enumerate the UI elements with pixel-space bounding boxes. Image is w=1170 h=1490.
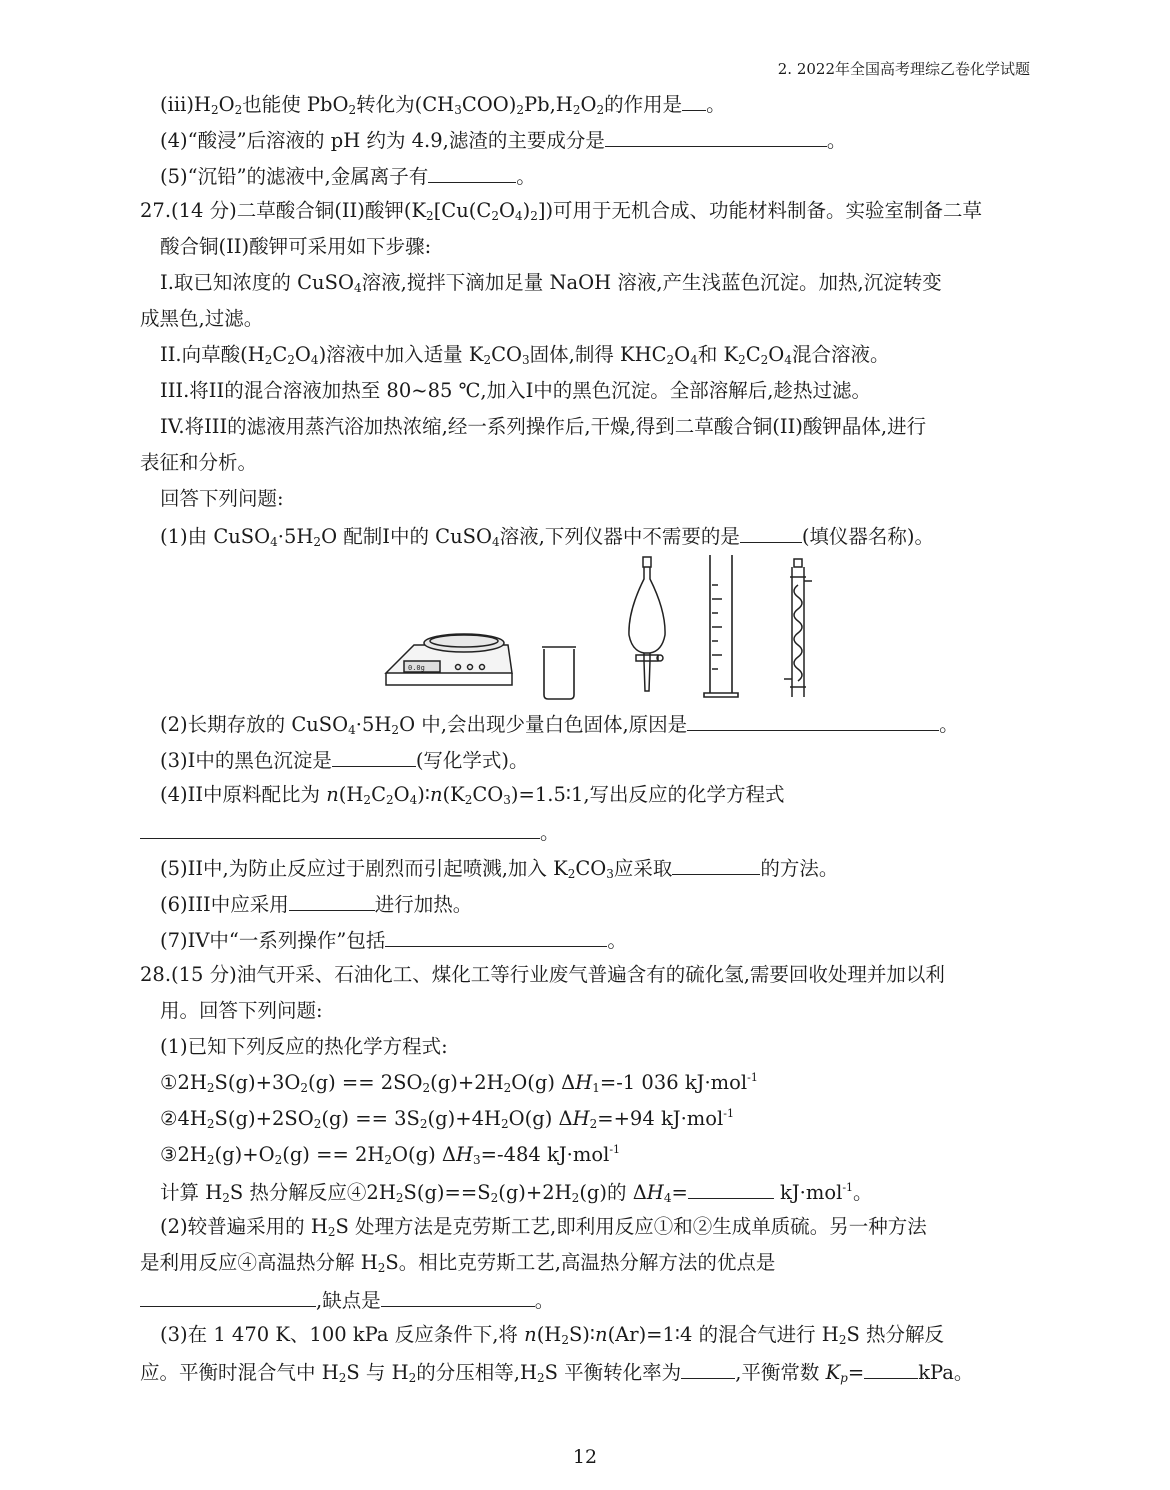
answer-blank[interactable] [332,746,416,767]
q27-step4-line2: 表征和分析。 [140,451,258,474]
answer-blank[interactable] [672,854,760,875]
graduated-cylinder-icon [704,555,738,697]
q28-2-line2: 是利用反应④高温热分解 $H_2S$。相比克劳斯工艺,高温热分解方法的优点是 [140,1251,776,1275]
q28-title: 28.(15 分)油气开采、石油化工、煤化工等行业废气普遍含有的硫化氢,需要回收处理并加以利 [140,963,945,986]
q28-calc: 计算 $H_2S$ 热分解反应$④2H_2S(g)==S_2(g)+2H_2(g)$的 $\Delta H_4= kJ\cdot mol^{-1}$。 [160,1178,873,1206]
q27-title-line2: 酸合铜(II)酸钾可采用如下步骤: [160,235,432,258]
q27-4-answer: 。 [140,818,560,846]
answer-prompt: 回答下列问题: [160,487,284,510]
answer-blank[interactable] [605,126,827,147]
answer-blank[interactable] [688,1178,774,1199]
q27-2: (2)长期存放的 $CuSO_4\cdot 5H_2O$ 中,会出现少量白色固体,原因是 。 [160,710,959,738]
q27-step3: III.将II的混合溶液加热至 80~85 ℃,加入I中的黑色沉淀。全部溶解后,趁热过滤。 [160,379,871,402]
q27-step1-line2: 成黑色,过滤。 [140,307,264,330]
q27-step1: I.取已知浓度的 CuSO$_4$溶液,搅拌下滴加足量 NaOH 溶液,产生浅蓝色沉淀。加热,沉淀转变 [160,271,942,295]
q27-5: (5)II中,为防止反应过于剧烈而引起喷溅,加入 $K_2CO_3$应采取 的方法。 [160,854,838,882]
answer-blank[interactable] [681,1358,735,1379]
answer-blank[interactable] [289,890,375,911]
q28-title-line2: 用。回答下列问题: [160,999,323,1022]
q27-title: 27.(14 分)二草酸合铜(II)酸钾$(K_2[Cu(C_2O_4)_2])$可用于无机合成、功能材料制备。实验室制备二草 [140,199,983,223]
q26-5: (5)“沉铅”的滤液中,金属离子有 。 [160,162,536,190]
q26-4: (4)“酸浸”后溶液的 pH 约为 4.9,滤渣的主要成分是 。 [160,126,846,154]
answer-blank[interactable] [687,710,939,731]
condenser-icon [784,559,812,697]
q26-iii: $(iii)H_2O_2$也能使 PbO$_2$转化为$(CH_3COO)_2Pb,H_2O_2$的作用是 。 [160,90,726,118]
beaker-icon [542,647,576,699]
answer-blank[interactable] [740,522,802,543]
q27-6: (6)III中应采用 进行加热。 [160,890,472,918]
q27-7: (7)IV中“一系列操作”包括 。 [160,926,627,954]
electronic-balance-icon [386,634,512,685]
q28-2: (2)较普遍采用的 $H_2S$ 处理方法是克劳斯工艺,即利用反应①和②生成单质硫。另一种方法 [160,1215,927,1239]
q28-1: (1)已知下列反应的热化学方程式: [160,1035,448,1058]
answer-blank[interactable] [682,90,706,111]
answer-blank[interactable] [140,1286,316,1307]
lab-apparatus-figure [380,555,820,703]
equation-1: $①2H_2S(g)+3O_2(g) == 2SO_2(g)+2H_2O(g)$ $\Delta H_1=-1$ 036 kJ·mol$^{-1}$ [160,1071,758,1095]
q27-step2: II.向草酸$(H_2C_2O_4)$溶液中加入适量 $K_2CO_3$固体,制得 $KHC_2O_4$和 $K_2C_2O_4$混合溶液。 [160,343,890,367]
q28-3: (3)在 1 470 K、100 kPa 反应条件下,将 $n(H_2S)∶n(Ar)=1∶4$ 的混合气进行 $H_2S$ 热分解反 [160,1323,945,1347]
q27-step4: IV.将III的滤液用蒸汽浴加热浓缩,经一系列操作后,干燥,得到二草酸合铜(II)酸钾晶体,进行 [160,415,927,438]
q27-3: (3)I中的黑色沉淀是 (写化学式)。 [160,746,529,774]
page-number: 12 [572,1446,598,1468]
answer-blank[interactable] [864,1358,918,1379]
answer-blank[interactable] [385,926,607,947]
equation-3: $③2H_2(g)+O_2(g) == 2H_2O(g)$ $\Delta H_3=-484$ kJ·mol$^{-1}$ [160,1143,621,1167]
answer-blank[interactable] [140,818,540,839]
answer-blank[interactable] [428,162,516,183]
q28-3-line2: 应。平衡时混合气中 $H_2S$ 与 $H_2$的分压相等$,H_2S$ 平衡转化率为 ,平衡常数 $K_p=$ kPa。 [140,1358,973,1386]
page-header: 2. 2022年全国高考理综乙卷化学试题 [777,60,1030,78]
equation-2: $②4H_2S(g)+2SO_2(g) == 3S_2(g)+4H_2O(g)$ $\Delta H_2=+94$ kJ·mol$^{-1}$ [160,1107,734,1131]
q27-1: (1)由 $CuSO_4\cdot 5H_2O$ 配制I中的 CuSO$_4$溶液,下列仪器中不需要的是 (填仪器名称)。 [160,522,934,550]
q27-4: (4)II中原料配比为 $n(H_2C_2O_4)∶n(K_2CO_3)=1.5∶1$,写出反应的化学方程式 [160,783,785,807]
separatory-funnel-icon [629,557,665,691]
balance-display: 0.0g [408,664,425,672]
answer-blank[interactable] [381,1286,535,1307]
q28-2-line3: ,缺点是 。 [140,1286,554,1314]
